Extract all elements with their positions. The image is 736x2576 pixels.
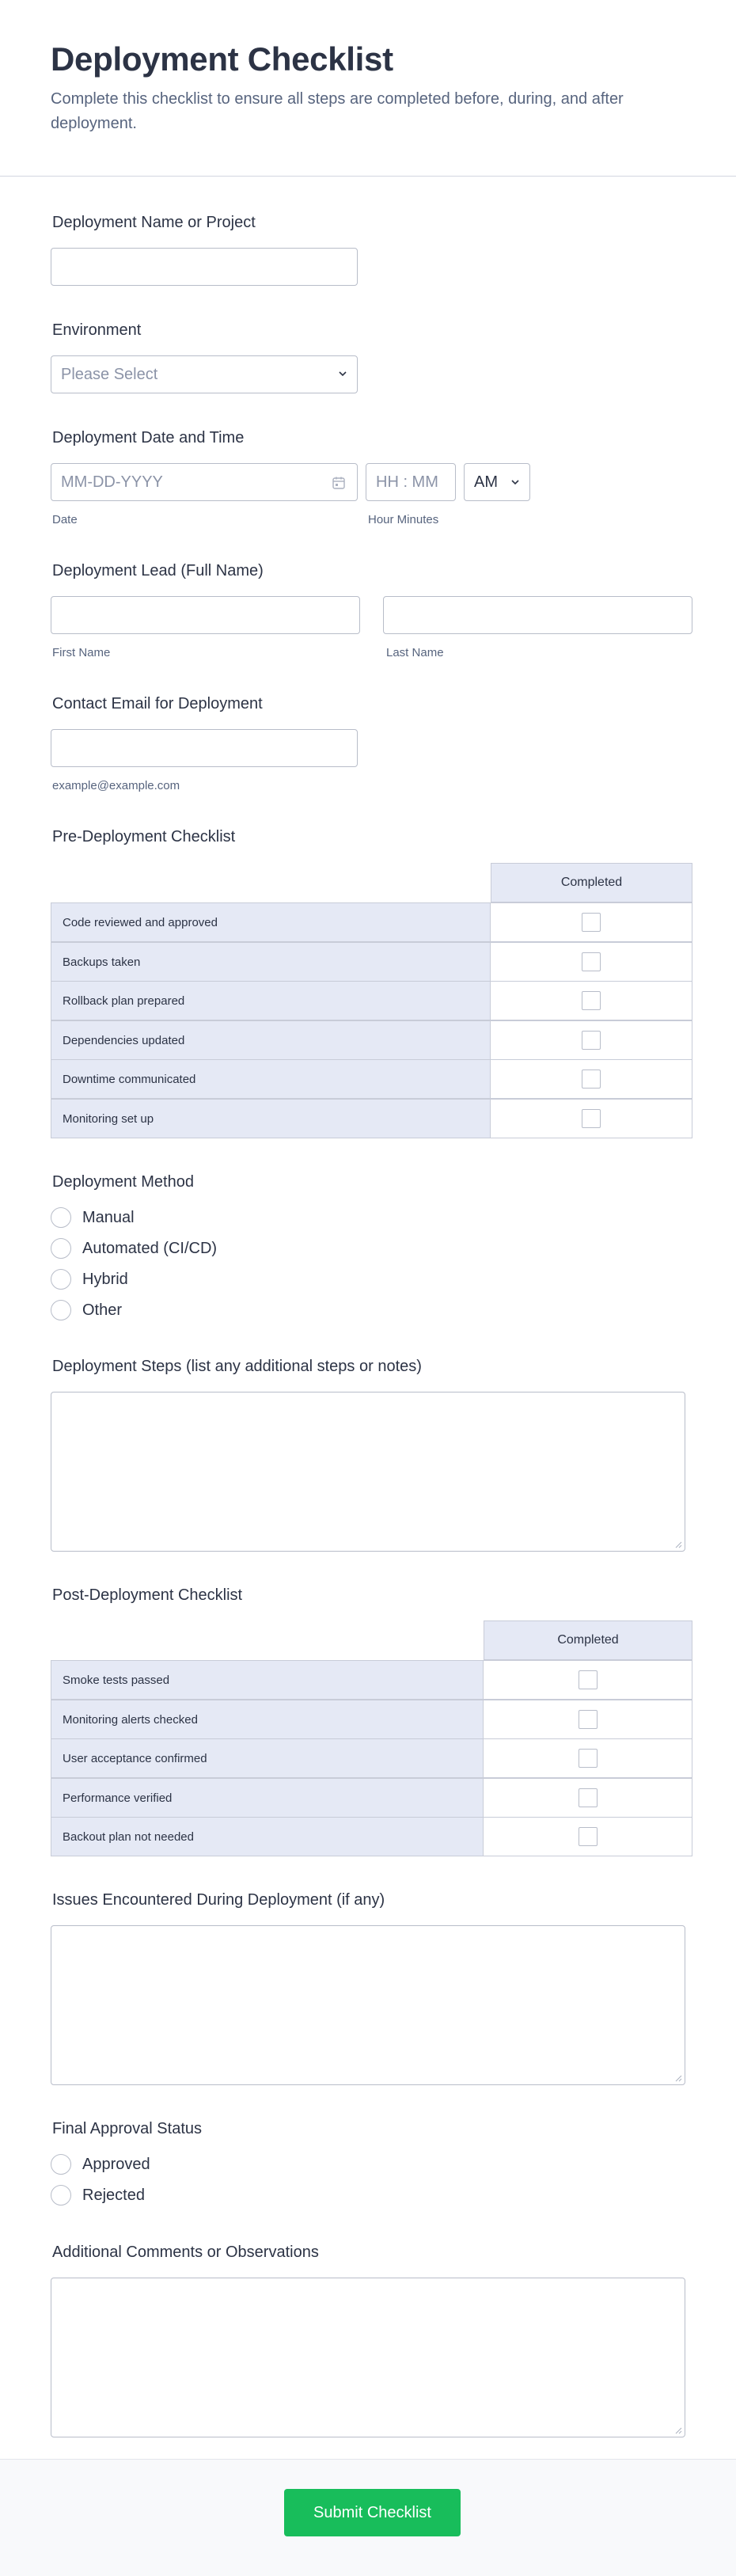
submit-button[interactable]: Submit Checklist [284, 2489, 461, 2536]
pre-checklist-field [51, 828, 685, 846]
time-sublabel: Hour Minutes [368, 513, 439, 526]
method-option-label: Manual [82, 1208, 135, 1226]
pre-checklist-row-cell [490, 981, 692, 1020]
last-name-input[interactable] [383, 596, 692, 634]
issues-field [51, 1891, 685, 1909]
radio-button[interactable] [51, 1238, 71, 1259]
pre-checklist-checkbox[interactable] [582, 991, 601, 1010]
post-checklist-label: Post-Deployment Checklist [52, 1586, 243, 1604]
method-option[interactable] [51, 1269, 128, 1290]
approval-option[interactable] [51, 2185, 145, 2206]
page-title: Deployment Checklist [51, 40, 393, 78]
pre-checklist-row-cell [490, 1020, 692, 1060]
post-checklist-row-cell [483, 1660, 692, 1700]
pre-checklist-checkbox[interactable] [582, 1031, 601, 1050]
post-checklist-row-cell [483, 1817, 692, 1856]
resize-handle-icon[interactable] [674, 2074, 682, 2082]
method-label: Deployment Method [52, 1173, 194, 1191]
approval-field [51, 2120, 685, 2138]
steps-label: Deployment Steps (list any additional steps or notes) [52, 1358, 422, 1375]
pre-checklist-column-header: Completed [491, 863, 692, 902]
post-checklist-row-cell [483, 1700, 692, 1739]
radio-button[interactable] [51, 1300, 71, 1320]
last-name-sublabel: Last Name [386, 646, 444, 659]
pre-checklist-checkbox[interactable] [582, 1070, 601, 1089]
ampm-select[interactable] [464, 463, 530, 501]
date-input[interactable] [51, 463, 358, 501]
post-checklist-row-cell [483, 1738, 692, 1778]
form-header [0, 0, 736, 177]
approval-label: Final Approval Status [52, 2120, 202, 2137]
radio-button[interactable] [51, 2154, 71, 2175]
post-checklist-row-cell [483, 1778, 692, 1818]
date-time-field [51, 429, 685, 447]
time-placeholder: HH : MM [376, 473, 438, 491]
lead-label: Deployment Lead (Full Name) [52, 562, 264, 579]
pre-checklist-row-label: Dependencies updated [51, 1020, 491, 1060]
pre-checklist-row-label: Rollback plan prepared [51, 981, 491, 1020]
date-time-label: Deployment Date and Time [52, 429, 245, 446]
method-option-label: Hybrid [82, 1270, 128, 1288]
pre-checklist-row-label: Code reviewed and approved [51, 902, 491, 942]
post-checklist-row-label: Monitoring alerts checked [51, 1700, 484, 1739]
post-checklist-row-label: Performance verified [51, 1778, 484, 1818]
post-checklist-checkbox[interactable] [579, 1788, 598, 1807]
pre-checklist-row-cell [490, 1099, 692, 1138]
radio-button[interactable] [51, 1269, 71, 1290]
post-checklist-field [51, 1586, 685, 1605]
radio-button[interactable] [51, 1207, 71, 1228]
pre-checklist-checkbox[interactable] [582, 952, 601, 971]
approval-option-label: Rejected [82, 2186, 145, 2204]
chevron-down-icon [510, 477, 520, 487]
pre-checklist-checkbox[interactable] [582, 913, 601, 932]
lead-field [51, 562, 685, 580]
pre-checklist-row-label: Downtime communicated [51, 1059, 491, 1099]
deployment-name-input[interactable] [51, 248, 358, 286]
pre-checklist-checkbox[interactable] [582, 1109, 601, 1128]
environment-placeholder: Please Select [61, 365, 158, 383]
deployment-name-label: Deployment Name or Project [52, 214, 256, 231]
email-sublabel: example@example.com [52, 779, 180, 792]
method-field [51, 1173, 685, 1191]
comments-label: Additional Comments or Observations [52, 2244, 319, 2261]
post-checklist-checkbox[interactable] [579, 1670, 598, 1689]
date-sublabel: Date [52, 513, 78, 526]
ampm-value: AM [474, 473, 498, 491]
chevron-down-icon [338, 369, 347, 378]
email-field [51, 695, 685, 713]
issues-label: Issues Encountered During Deployment (if any) [52, 1891, 385, 1909]
radio-button[interactable] [51, 2185, 71, 2206]
page-subtitle: Complete this checklist to ensure all steps are completed before, during, and after deployment. [51, 90, 624, 133]
time-input[interactable] [366, 463, 456, 501]
method-option[interactable] [51, 1238, 217, 1259]
pre-checklist-row-cell [490, 1059, 692, 1099]
pre-checklist-row-label: Backups taken [51, 942, 491, 982]
method-option-label: Automated (CI/CD) [82, 1239, 218, 1257]
comments-textarea[interactable] [51, 2278, 685, 2437]
comments-field [51, 2244, 685, 2262]
pre-checklist-row-cell [490, 942, 692, 982]
method-option[interactable] [51, 1207, 135, 1228]
steps-field [51, 1358, 685, 1376]
environment-select[interactable] [51, 355, 358, 393]
resize-handle-icon[interactable] [674, 1541, 682, 1548]
deployment-name-field [51, 214, 685, 232]
issues-textarea[interactable] [51, 1925, 685, 2085]
post-checklist-column-header: Completed [484, 1620, 692, 1660]
post-checklist-checkbox[interactable] [579, 1710, 598, 1729]
method-option[interactable] [51, 1300, 122, 1320]
post-checklist-row-label: Smoke tests passed [51, 1660, 484, 1700]
resize-handle-icon[interactable] [674, 2426, 682, 2434]
approval-option-label: Approved [82, 2155, 150, 2173]
post-checklist-checkbox[interactable] [579, 1827, 598, 1846]
pre-checklist-row-label: Monitoring set up [51, 1099, 491, 1138]
first-name-sublabel: First Name [52, 646, 111, 659]
steps-textarea[interactable] [51, 1392, 685, 1552]
pre-checklist-label: Pre-Deployment Checklist [52, 828, 236, 845]
environment-field [51, 321, 685, 340]
calendar-icon[interactable] [332, 476, 346, 490]
post-checklist-checkbox[interactable] [579, 1749, 598, 1768]
method-option-label: Other [82, 1301, 123, 1319]
environment-label: Environment [52, 321, 142, 339]
post-checklist-row-label: Backout plan not needed [51, 1817, 484, 1856]
email-input[interactable] [51, 729, 358, 767]
pre-checklist-row-cell [490, 902, 692, 942]
email-label: Contact Email for Deployment [52, 695, 263, 712]
post-checklist-row-label: User acceptance confirmed [51, 1738, 484, 1778]
first-name-input[interactable] [51, 596, 360, 634]
approval-option[interactable] [51, 2154, 150, 2175]
date-placeholder: MM-DD-YYYY [61, 473, 163, 491]
